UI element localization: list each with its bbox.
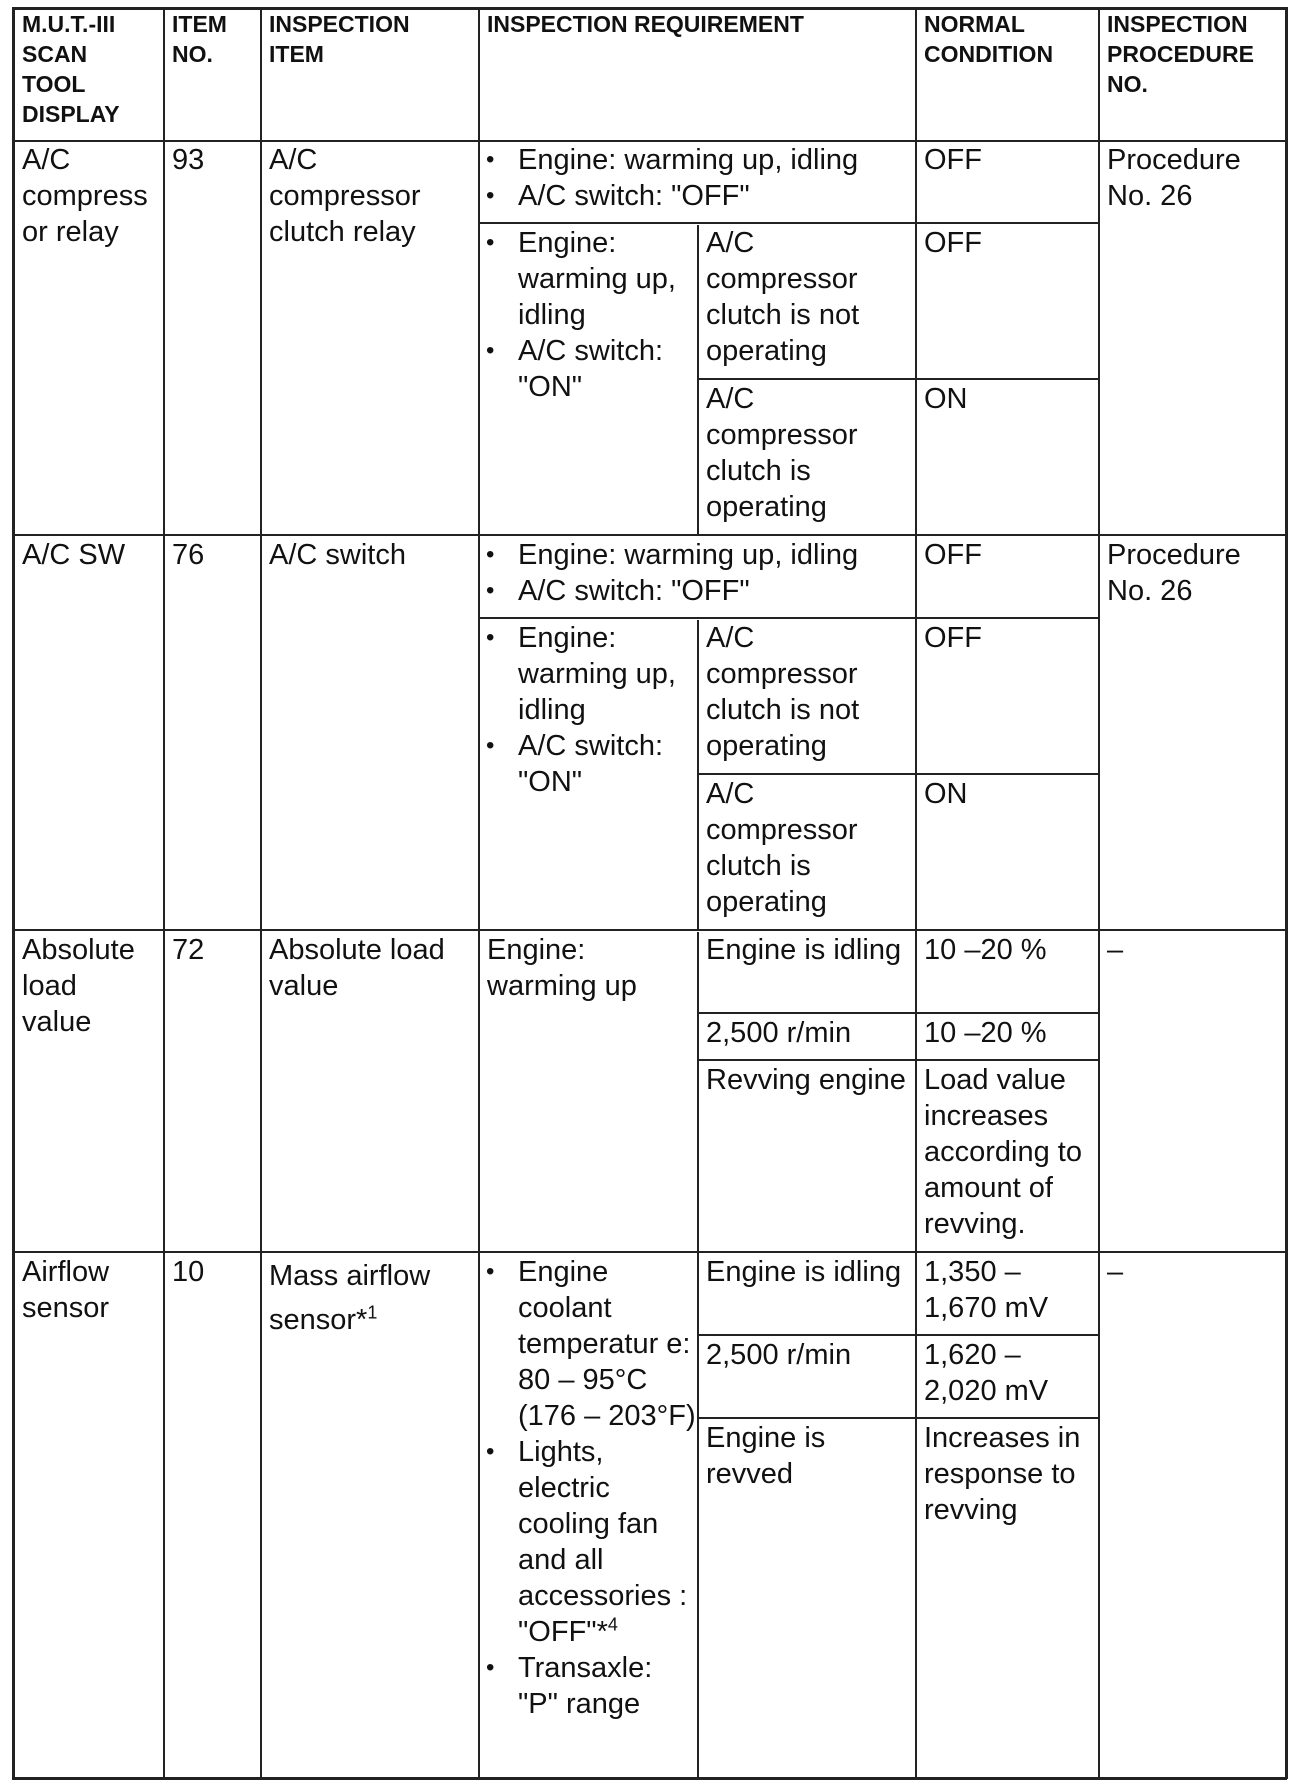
row-divider: [12, 140, 1287, 142]
table-border-left: [12, 7, 15, 1779]
row3-procedure: –: [1107, 934, 1124, 966]
header-inspection-item: INSPECTION ITEM: [269, 11, 410, 67]
table-border-bottom: [12, 1777, 1287, 1780]
list-item: • Engine coolant temperatur e: 80 – 95°C (176 – 203°F): [478, 1254, 697, 1434]
row3-normal-revving: Load value increases according to amount of revving.: [924, 1064, 1082, 1240]
row1-sub-operating: A/C compressor clutch is operating: [706, 383, 858, 523]
col-divider: [260, 7, 262, 1779]
row2-procedure: Procedure No. 26: [1107, 539, 1241, 607]
col-divider: [163, 7, 165, 1779]
row3-item-no: 72: [172, 934, 205, 966]
row1-condition-switch-off: [478, 142, 915, 214]
row2-normal-off-not-operating: OFF: [924, 622, 982, 654]
row1-condition-switch-on: [478, 225, 697, 405]
header-item-no: ITEM NO.: [172, 11, 227, 67]
list-item: [478, 1434, 697, 1650]
row1-inspection-item: A/C compressor clutch relay: [269, 144, 421, 248]
row4-sub-idling: Engine is idling: [706, 1256, 902, 1288]
sub-row-divider: [478, 222, 1098, 224]
row4-sub-revved: Engine is revved: [706, 1422, 826, 1490]
sub-row-divider: [478, 617, 1098, 619]
list-item: • Engine: warming up, idling: [478, 620, 697, 728]
sub-row-divider: [697, 1059, 1098, 1061]
list-item: • Engine: warming up, idling: [478, 537, 915, 573]
row2-condition-switch-off: [478, 537, 915, 609]
row-divider: [12, 929, 1287, 931]
list-item: • A/C switch: "ON": [478, 728, 697, 800]
list-item: • A/C switch: "OFF": [478, 178, 915, 214]
row4-normal-2500: 1,620 – 2,020 mV: [924, 1339, 1049, 1407]
col-divider: [478, 7, 480, 1779]
sub-row-divider: [697, 1334, 1098, 1336]
row4-sub-2500: 2,500 r/min: [706, 1339, 852, 1371]
list-item: • A/C switch: "OFF": [478, 573, 915, 609]
row1-normal-off: OFF: [924, 144, 982, 176]
row1-display: A/C compress or relay: [22, 144, 148, 248]
footnote-1: 1: [367, 1302, 378, 1323]
list-item: • Engine: warming up, idling: [478, 142, 915, 178]
row3-display: Absolute load value: [22, 934, 135, 1038]
row4-item-text: Mass airflow sensor*: [269, 1260, 431, 1336]
row1-normal-on: ON: [924, 383, 968, 415]
header-inspection-requirement: INSPECTION REQUIREMENT: [487, 11, 804, 37]
row4-procedure: –: [1107, 1256, 1124, 1288]
row2-normal-on: ON: [924, 778, 968, 810]
sub-row-divider: [697, 773, 1098, 775]
header-procedure-no: INSPECTION PROCEDURE NO.: [1107, 11, 1254, 97]
sub-row-divider: [697, 1012, 1098, 1014]
table-border-top: [12, 7, 1287, 10]
row3-normal-idling: 10 –20 %: [924, 934, 1047, 966]
header-normal-condition: NORMAL CONDITION: [924, 11, 1054, 67]
row3-inspection-item: Absolute load value: [269, 934, 445, 1002]
row-divider: [12, 1251, 1287, 1253]
col-divider: [915, 7, 917, 1779]
row3-condition: Engine: warming up: [487, 934, 637, 1002]
list-item: • Engine: warming up, idling: [478, 225, 697, 333]
row4-item-no: 10: [172, 1256, 205, 1288]
row3-sub-idling: Engine is idling: [706, 934, 902, 966]
row2-condition-switch-on: [478, 620, 697, 800]
footnote-4: 4: [607, 1614, 618, 1635]
col-divider: [1098, 7, 1100, 1779]
row2-sub-not-operating: A/C compressor clutch is not operating: [706, 622, 860, 762]
row1-procedure: Procedure No. 26: [1107, 144, 1241, 212]
row1-sub-not-operating: A/C compressor clutch is not operating: [706, 227, 860, 367]
row2-item-no: 76: [172, 539, 205, 571]
row3-normal-2500: 10 –20 %: [924, 1017, 1047, 1049]
row2-normal-off: OFF: [924, 539, 982, 571]
sub-row-divider: [697, 1417, 1098, 1419]
row4-inspection-item: [260, 1254, 478, 1342]
row-divider: [12, 534, 1287, 536]
row1-item-no: 93: [172, 144, 205, 176]
header-display: M.U.T.-III SCAN TOOL DISPLAY: [22, 11, 120, 127]
row3-sub-revving: Revving engine: [706, 1064, 906, 1096]
table-border-right: [1285, 7, 1288, 1779]
sub-row-divider: [697, 378, 1098, 380]
row2-inspection-item: A/C switch: [269, 539, 406, 571]
list-item: • A/C switch: "ON": [478, 333, 697, 405]
row3-sub-2500: 2,500 r/min: [706, 1017, 852, 1049]
row2-sub-operating: A/C compressor clutch is operating: [706, 778, 858, 918]
row2-display: A/C SW: [22, 539, 126, 571]
row4-normal-idling: 1,350 – 1,670 mV: [924, 1256, 1049, 1324]
row4-display: Airflow sensor: [22, 1256, 110, 1324]
row1-normal-off-not-operating: OFF: [924, 227, 982, 259]
row4-cond-lights-text: Lights, electric cooling fan and all accessories : "OFF"*: [518, 1436, 688, 1648]
row4-normal-revved: Increases in response to revving: [924, 1422, 1081, 1526]
row4-conditions: [478, 1254, 697, 1722]
list-item: • Transaxle: "P" range: [478, 1650, 697, 1722]
